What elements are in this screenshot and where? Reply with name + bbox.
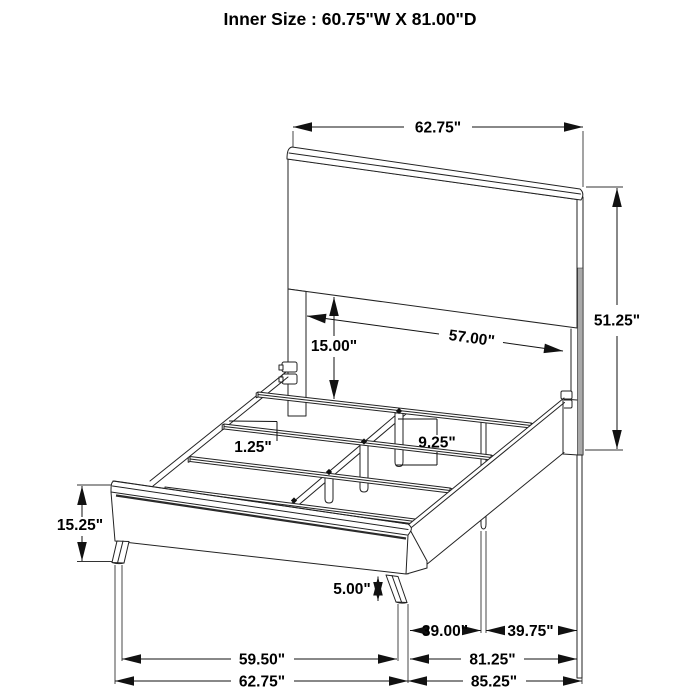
headboard-side-face [578,268,584,455]
slat-leg-1 [395,413,403,467]
dim-footboard-height [57,485,112,562]
slat-3 [188,457,455,496]
dim-support-leg-height [396,419,456,465]
overall-depth-label: 85.25" [470,673,518,691]
page-title: Inner Size : 60.75"W X 81.00"D [223,9,477,29]
rear-span-label: 39.75" [507,623,554,640]
footboard-inner-width-label: 59.50" [238,651,286,669]
dim-footboard-inner-width [122,652,397,669]
footboard-right-leg [386,575,407,603]
leg-height-label: 5.00" [333,581,371,598]
rail-span-label: 81.25" [469,651,516,669]
footboard-panel [111,481,411,574]
slat-leg-2 [360,445,368,492]
slat-leg-3 [325,477,333,503]
headboard-right-leg [577,455,582,678]
panel-gap-label: 15.00" [310,338,358,355]
dim-front-span [410,623,481,640]
dim-panel-gap [311,297,357,399]
dim-footboard-outer-width [115,674,408,691]
dim-overall-depth [408,674,582,691]
inner-width-label: 57.00" [447,326,496,351]
footboard [111,481,427,603]
footboard-left-leg [112,541,129,564]
footboard-height-label: 15.25" [56,517,104,534]
dim-rail-span [410,652,577,669]
headboard-height-label: 51.25" [593,312,641,330]
slat-thickness-label: 1.25" [234,439,272,456]
dim-rear-span [486,623,577,640]
support-leg-height-label: 9.25" [418,434,456,452]
dim-headboard-height [585,187,640,450]
front-span-label: 39.00" [421,623,469,640]
center-support-rail [292,409,406,508]
dim-leg-height [333,577,378,602]
footboard-outer-width-label: 62.75" [238,673,286,691]
headboard-width-label: 62.75" [414,119,462,137]
